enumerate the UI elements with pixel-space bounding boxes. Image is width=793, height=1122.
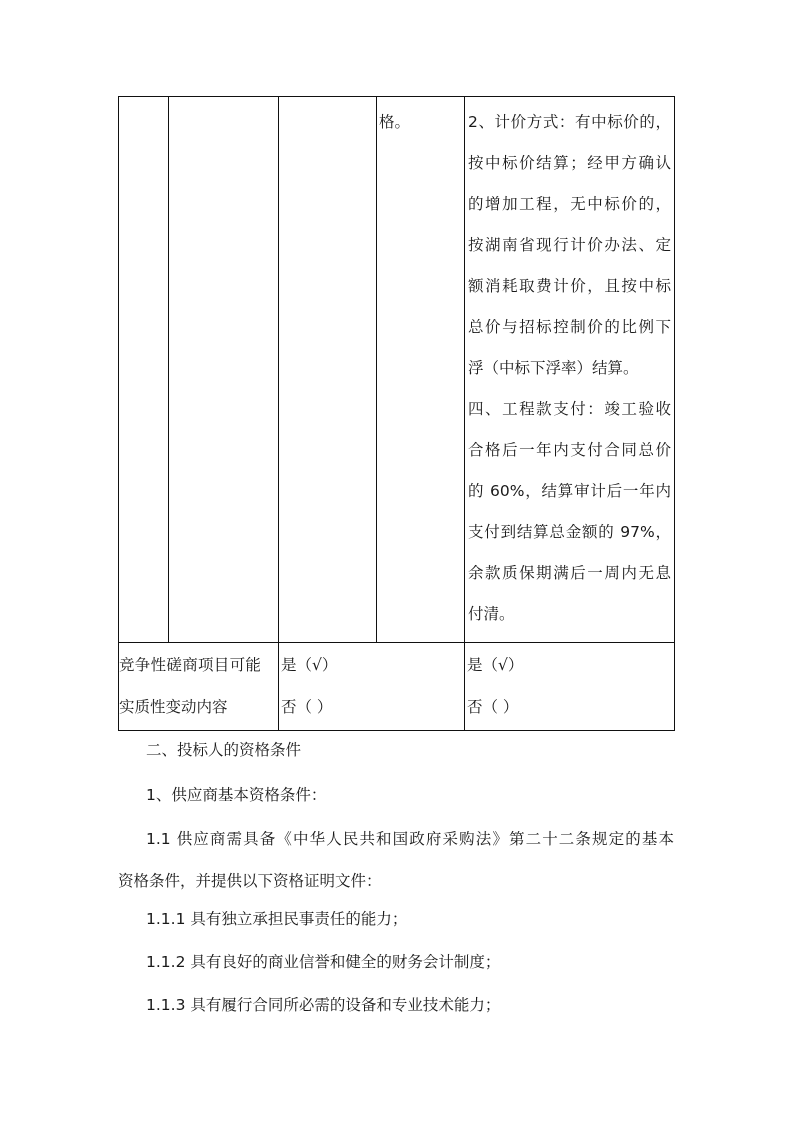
variation-right-yes: 是（√） bbox=[467, 656, 524, 674]
payment-terms-line: 四、工程款支付：竣工验收 bbox=[468, 400, 671, 418]
table-col-divider-1 bbox=[168, 96, 169, 642]
variation-mid-yes: 是（√） bbox=[281, 656, 338, 674]
table-top-border bbox=[118, 96, 675, 97]
cell-payment-terms bbox=[468, 112, 671, 645]
payment-terms-line: 浮（中标下浮率）结算。 bbox=[468, 359, 639, 377]
cell-col4-text: 格。 bbox=[379, 113, 411, 131]
variation-right-no: 否（ ） bbox=[467, 698, 519, 716]
payment-terms-line: 合格后一年内支付合同总价 bbox=[468, 441, 671, 459]
table-col-divider-2 bbox=[278, 96, 279, 730]
table-bottom-border bbox=[118, 730, 675, 731]
qualification-item-1-1-line1: 1.1 供应商需具备《中华人民共和国政府采购法》第二十二条规定的基本 bbox=[146, 830, 674, 848]
table-col-divider-4 bbox=[464, 96, 465, 730]
payment-terms-line: 额消耗取费计价，且按中标 bbox=[468, 277, 671, 295]
qualification-item-1: 1、供应商基本资格条件： bbox=[146, 786, 327, 804]
payment-terms-line: 总价与招标控制价的比例下 bbox=[468, 318, 671, 336]
variation-label-line2: 实质性变动内容 bbox=[119, 698, 228, 716]
qualification-item-1-1-3: 1.1.3 具有履行合同所必需的设备和专业技术能力； bbox=[146, 996, 501, 1014]
variation-label-line1: 竞争性磋商项目可能 bbox=[119, 656, 262, 674]
qualification-item-1-1-2: 1.1.2 具有良好的商业信誉和健全的财务会计制度； bbox=[146, 953, 501, 971]
payment-terms-line: 的增加工程，无中标价的， bbox=[468, 195, 671, 213]
payment-terms-line: 按湖南省现行计价办法、定 bbox=[468, 236, 671, 254]
payment-terms-line: 按中标价结算；经甲方确认 bbox=[468, 154, 671, 172]
table-col-divider-3 bbox=[376, 96, 377, 642]
qualification-item-1-1-1: 1.1.1 具有独立承担民事责任的能力； bbox=[146, 910, 408, 928]
payment-terms-line: 付清。 bbox=[468, 605, 515, 623]
section-heading: 二、投标人的资格条件 bbox=[146, 741, 302, 759]
variation-mid-no: 否（ ） bbox=[281, 698, 333, 716]
table-left-border bbox=[118, 96, 119, 730]
payment-terms-line: 支付到结算总金额的 97%， bbox=[468, 523, 671, 541]
table-right-border bbox=[674, 96, 675, 730]
payment-terms-line: 的 60%，结算审计后一年内 bbox=[468, 482, 671, 500]
qualification-item-1-1-line2: 资格条件，并提供以下资格证明文件： bbox=[118, 872, 382, 890]
payment-terms-line: 余款质保期满后一周内无息 bbox=[468, 564, 671, 582]
payment-terms-line: 2、计价方式：有中标价的， bbox=[468, 113, 671, 131]
